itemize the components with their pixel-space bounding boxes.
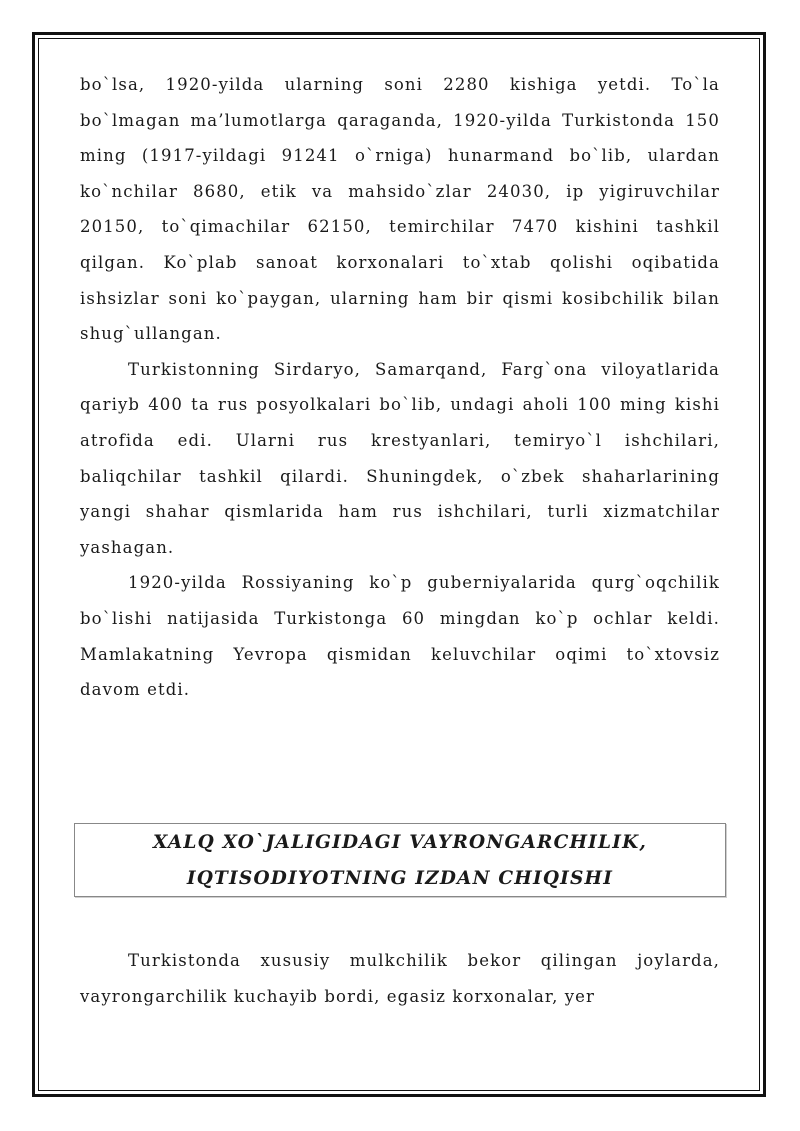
- paragraph-3: 1920-yilda Rossiyaning ko`p guberniyalarida qurg`oqchilik bo`lishi natijasida Turkistonga 60 mingdan ko`p ochlar keldi. Mamlakatning Yevropa qismidan keluvchilar oqimi to`xtovsiz davom etdi.: [80, 573, 720, 700]
- paragraph-1: bo`lsa, 1920-yilda ularning soni 2280 kishiga yetdi. To`la bo`lmagan ma’lumotlarga qaraganda, 1920-yilda Turkistonda 150 ming (1917-yildagi 91241 o`rniga) hunarmand bo`lib, ulardan ko`nchilar 8680, etik va mahsido`zlar 24030, ip yigiruvchilar 20150, to`qimachilar 62150, temirchilar 7470 kishini tashkil qilgan. Ko`plab sanoat korxonalari to`xtab qolishi oqibatida ishsizlar soni ko`paygan, ularning ham bir qismi kosibchilik bilan shug`ullangan.: [80, 75, 720, 344]
- section-heading-box: [74, 823, 726, 897]
- section-heading-line-1: XALQ XO`JALIGIDAGI VAYRONGARCHILIK,: [152, 832, 648, 853]
- paragraph-4: Turkistonda xususiy mulkchilik bekor qilingan joylarda, vayrongarchilik kuchayib bordi, egasiz korxonalar, yer: [80, 951, 720, 1006]
- paragraph-2: Turkistonning Sirdaryo, Samarqand, Farg`ona viloyatlarida qariyb 400 ta rus posyolkalari bo`lib, undagi aholi 100 ming kishi atrofida edi. Ularni rus krestyanlari, temiryo`l ishchilari, baliqchilar tashkil qilardi. Shuningdek, o`zbek shaharlarining yangi shahar qismlarida ham rus ishchilari, turli xizmatchilar yashagan.: [80, 359, 720, 557]
- document-body-top: [80, 67, 720, 708]
- section-heading-line-2: IQTISODIYOTNING IZDAN CHIQISHI: [186, 868, 614, 889]
- document-body-bottom: [80, 943, 720, 1014]
